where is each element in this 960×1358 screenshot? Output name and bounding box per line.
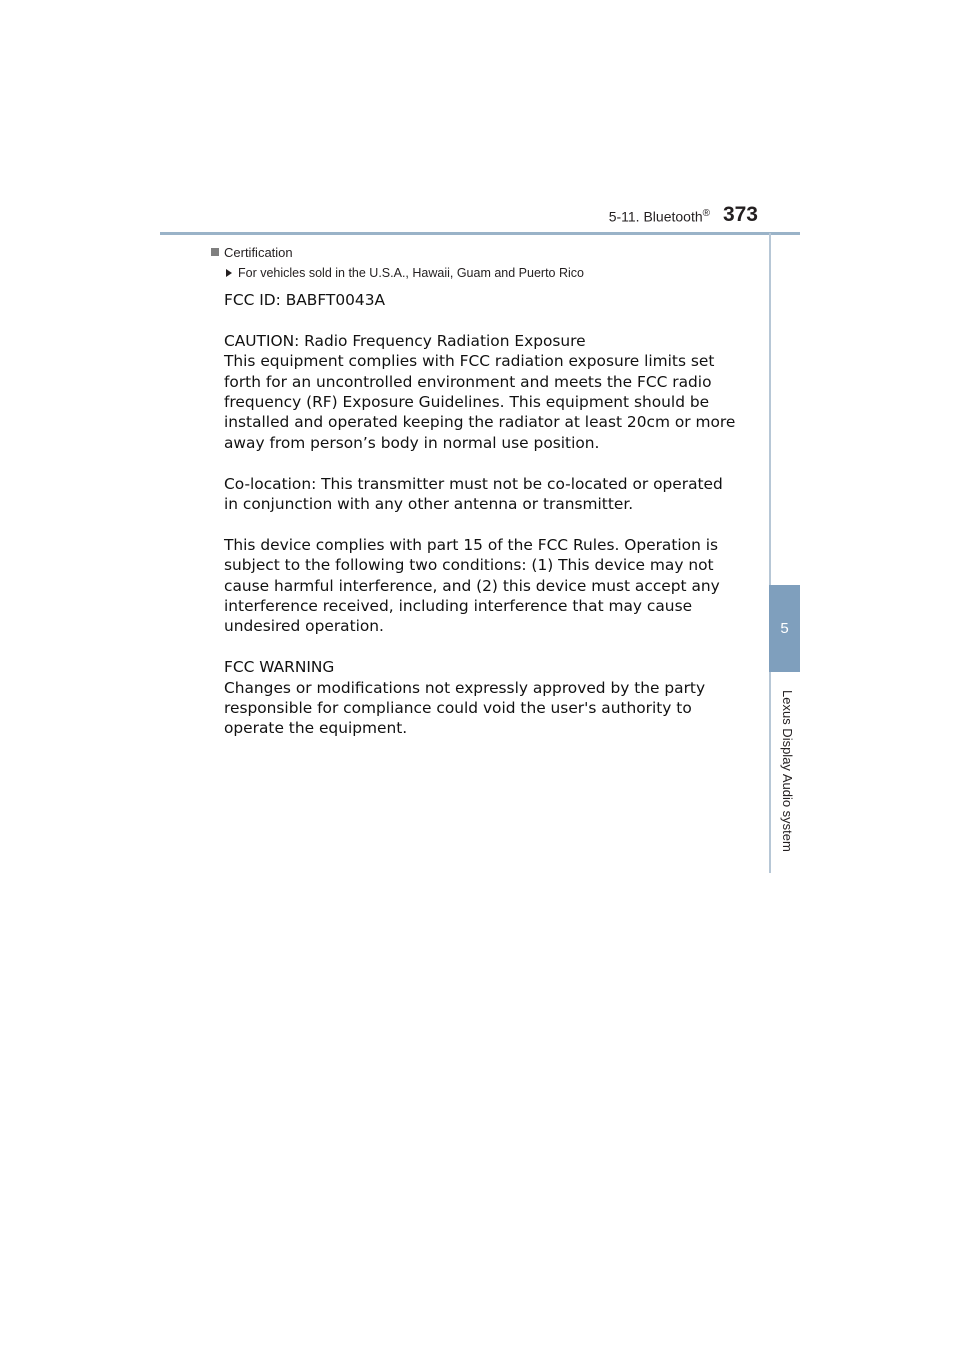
caution-line: forth for an uncontrolled environment and meets the FCC radio xyxy=(224,372,712,391)
certification-subheading-text: For vehicles sold in the U.S.A., Hawaii, Guam and Puerto Rico xyxy=(238,266,584,280)
header-rule xyxy=(160,232,800,235)
triangle-bullet-icon xyxy=(226,269,232,277)
certification-heading xyxy=(211,245,293,260)
caution-line: This equipment complies with FCC radiation exposure limits set xyxy=(224,352,715,371)
chapter-tab xyxy=(769,585,800,672)
warning-heading: FCC WARNING xyxy=(224,658,335,677)
part15-line: interference received, including interference that may cause xyxy=(224,597,693,616)
caution-line: CAUTION: Radio Frequency Radiation Exposure xyxy=(224,331,586,350)
part15-line: This device complies with part 15 of the FCC Rules. Operation is xyxy=(224,535,719,554)
part15-line: subject to the following two conditions: (1) This device may not xyxy=(224,556,714,575)
certification-heading-text: Certification xyxy=(224,245,293,260)
caution-line: frequency (RF) Exposure Guidelines. This equipment should be xyxy=(224,393,710,412)
page-header xyxy=(160,200,800,236)
chapter-title: Lexus Display Audio system xyxy=(780,690,795,852)
fcc-id: FCC ID: BABFT0043A xyxy=(224,291,386,309)
chapter-number: 5 xyxy=(780,620,789,637)
section-title-text: 5-11. Bluetooth xyxy=(608,208,703,225)
page-number: 373 xyxy=(722,203,758,226)
certification-subheading xyxy=(226,266,584,280)
square-bullet-icon xyxy=(211,248,219,256)
colocation-line: in conjunction with any other antenna or transmitter. xyxy=(224,495,634,514)
side-rule xyxy=(769,233,771,873)
warning-line: responsible for compliance could void the user's authority to xyxy=(224,699,692,718)
caution-line: away from person’s body in normal use position. xyxy=(224,433,600,452)
spacer xyxy=(224,453,754,473)
warning-line: Changes or modifications not expressly approved by the party xyxy=(224,678,706,697)
colocation-line: Co-location: This transmitter must not be co-located or operated xyxy=(224,474,723,493)
spacer xyxy=(224,310,754,330)
part15-line: undesired operation. xyxy=(224,617,384,636)
caution-line: installed and operated keeping the radiator at least 20cm or more xyxy=(224,413,736,432)
warning-line: operate the equipment. xyxy=(224,719,408,738)
fcc-statement xyxy=(224,290,754,739)
spacer xyxy=(224,637,754,657)
part15-line: cause harmful interference, and (2) this device must accept any xyxy=(224,576,720,595)
spacer xyxy=(224,514,754,534)
registered-mark: ® xyxy=(702,208,710,219)
section-title xyxy=(609,208,710,225)
